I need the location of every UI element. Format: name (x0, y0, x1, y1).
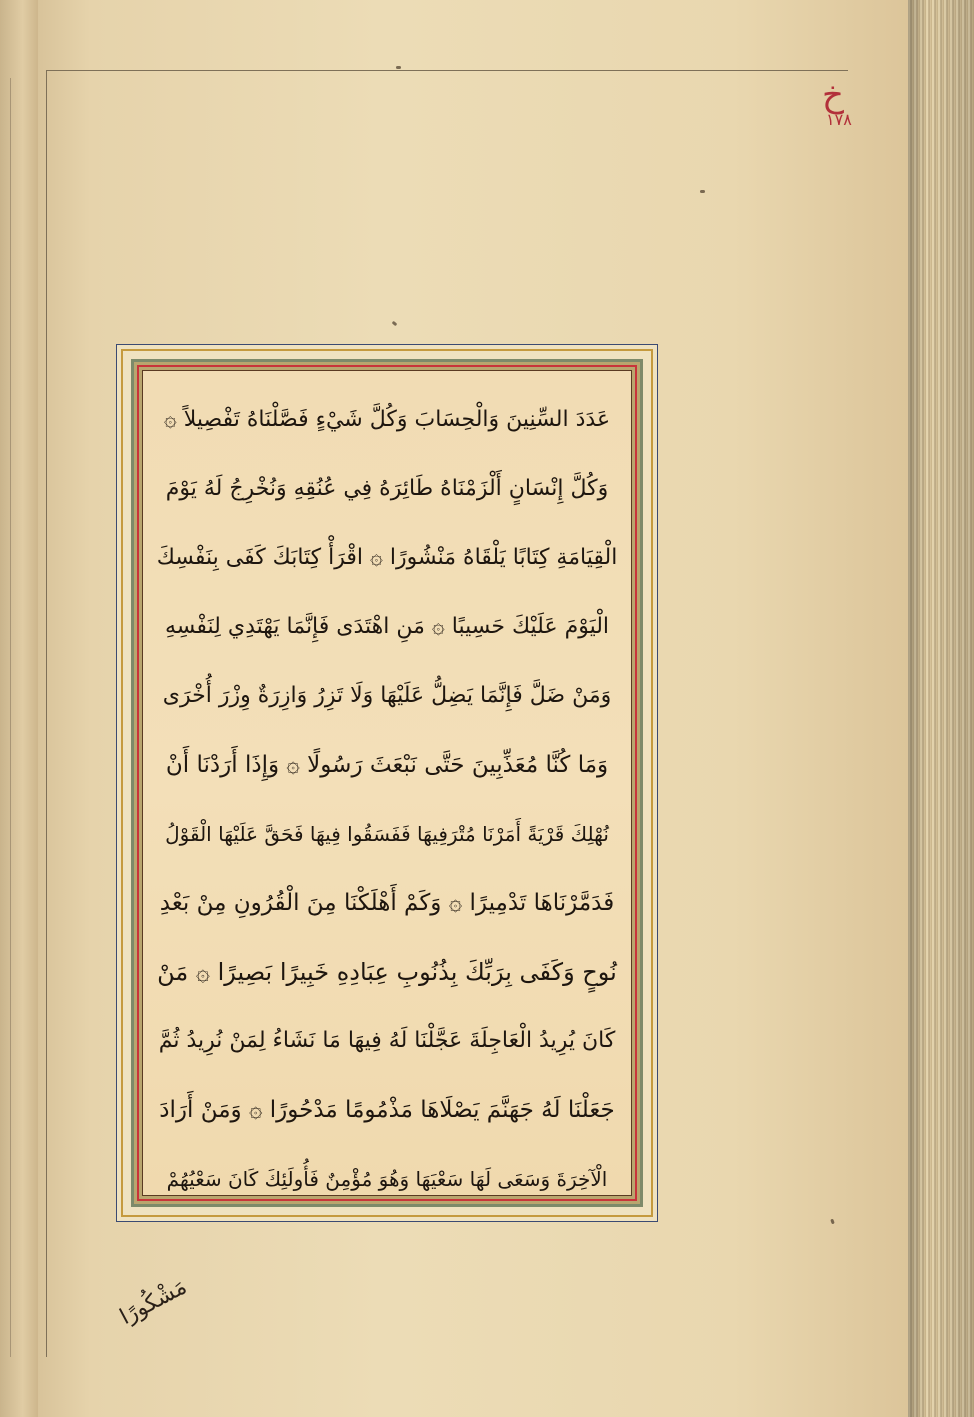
ink-speck (700, 190, 705, 193)
text-line-10: كَانَ يُرِيدُ الْعَاجِلَةَ عَجَّلْنَا لَهُ فِيهَا مَا نَشَاءُ لِمَنْ نُرِيدُ ثُمَّ (158, 1028, 616, 1053)
page-ruling-left (46, 70, 47, 1357)
previous-page-ruling (10, 78, 11, 1357)
text-line-4: الْيَوْمَ عَلَيْكَ حَسِيبًا ۞ مَنِ اهْتَدَى فَإِنَّمَا يَهْتَدِي لِنَفْسِهِ (164, 614, 610, 639)
text-panel (116, 344, 658, 1222)
text-line-9: نُوحٍ وَكَفَى بِرَبِّكَ بِذُنُوبِ عِبَادِهِ خَبِيرًا بَصِيرًا ۞ مَنْ (157, 957, 617, 986)
text-line-2: وَكُلَّ إِنْسَانٍ أَلْزَمْنَاهُ طَائِرَهُ فِي عُنُقِهِ وَنُخْرِجُ لَهُ يَوْمَ (165, 476, 609, 501)
text-line-1: عَدَدَ السِّنِينَ وَالْحِسَابَ وَكُلَّ شَيْءٍ فَصَّلْنَاهُ تَفْصِيلاً ۞ (163, 407, 611, 432)
panel-red-border (137, 365, 637, 1201)
text-block (142, 370, 632, 1196)
text-line-3: الْقِيَامَةِ كِتَابًا يَلْقَاهُ مَنْشُورًا ۞ اقْرَأْ كِتَابَكَ كَفَى بِنَفْسِكَ (156, 545, 618, 570)
text-line-8: فَدَمَّرْنَاهَا تَدْمِيرًا ۞ وَكَمْ أَهْلَكْنَا مِنَ الْقُرُونِ مِنْ بَعْدِ (159, 889, 615, 916)
text-line-5: وَمَنْ ضَلَّ فَإِنَّمَا يَضِلُّ عَلَيْهَا وَلَا تَزِرُ وَازِرَةٌ وِزْرَ أُخْرَى (162, 683, 612, 708)
folio-number: ١٧٨ (826, 110, 852, 129)
panel-green-border (131, 359, 643, 1207)
text-line-7: نُهْلِكَ قَرْيَةً أَمَرْنَا مُتْرَفِيهَا فَفَسَقُوا فِيهَا فَحَقَّ عَلَيْهَا الْقَوْلُ (165, 821, 609, 846)
text-line-6: وَمَا كُنَّا مُعَذِّبِينَ حَتَّى نَبْعَثَ رَسُولًا ۞ وَإِذَا أَرَدْنَا أَنْ (165, 751, 609, 778)
text-lines (143, 385, 631, 1191)
ink-speck (396, 66, 401, 69)
panel-gold-border (121, 349, 653, 1217)
stacked-page-edges (908, 0, 974, 1417)
previous-page-edge (0, 0, 38, 1417)
catchword: مَشْكُورًا (116, 1274, 192, 1331)
text-line-11: جَعَلْنَا لَهُ جَهَنَّمَ يَصْلَاهَا مَذْمُومًا مَدْحُورًا ۞ وَمَنْ أَرَادَ (159, 1096, 615, 1123)
page-ruling-top (46, 70, 848, 71)
text-line-12: الْآخِرَةَ وَسَعَى لَهَا سَعْيَهَا وَهُوَ مُؤْمِنٌ فَأُولَئِكَ كَانَ سَعْيُهُمْ (166, 1166, 608, 1191)
folio-letter: خ (822, 75, 844, 115)
